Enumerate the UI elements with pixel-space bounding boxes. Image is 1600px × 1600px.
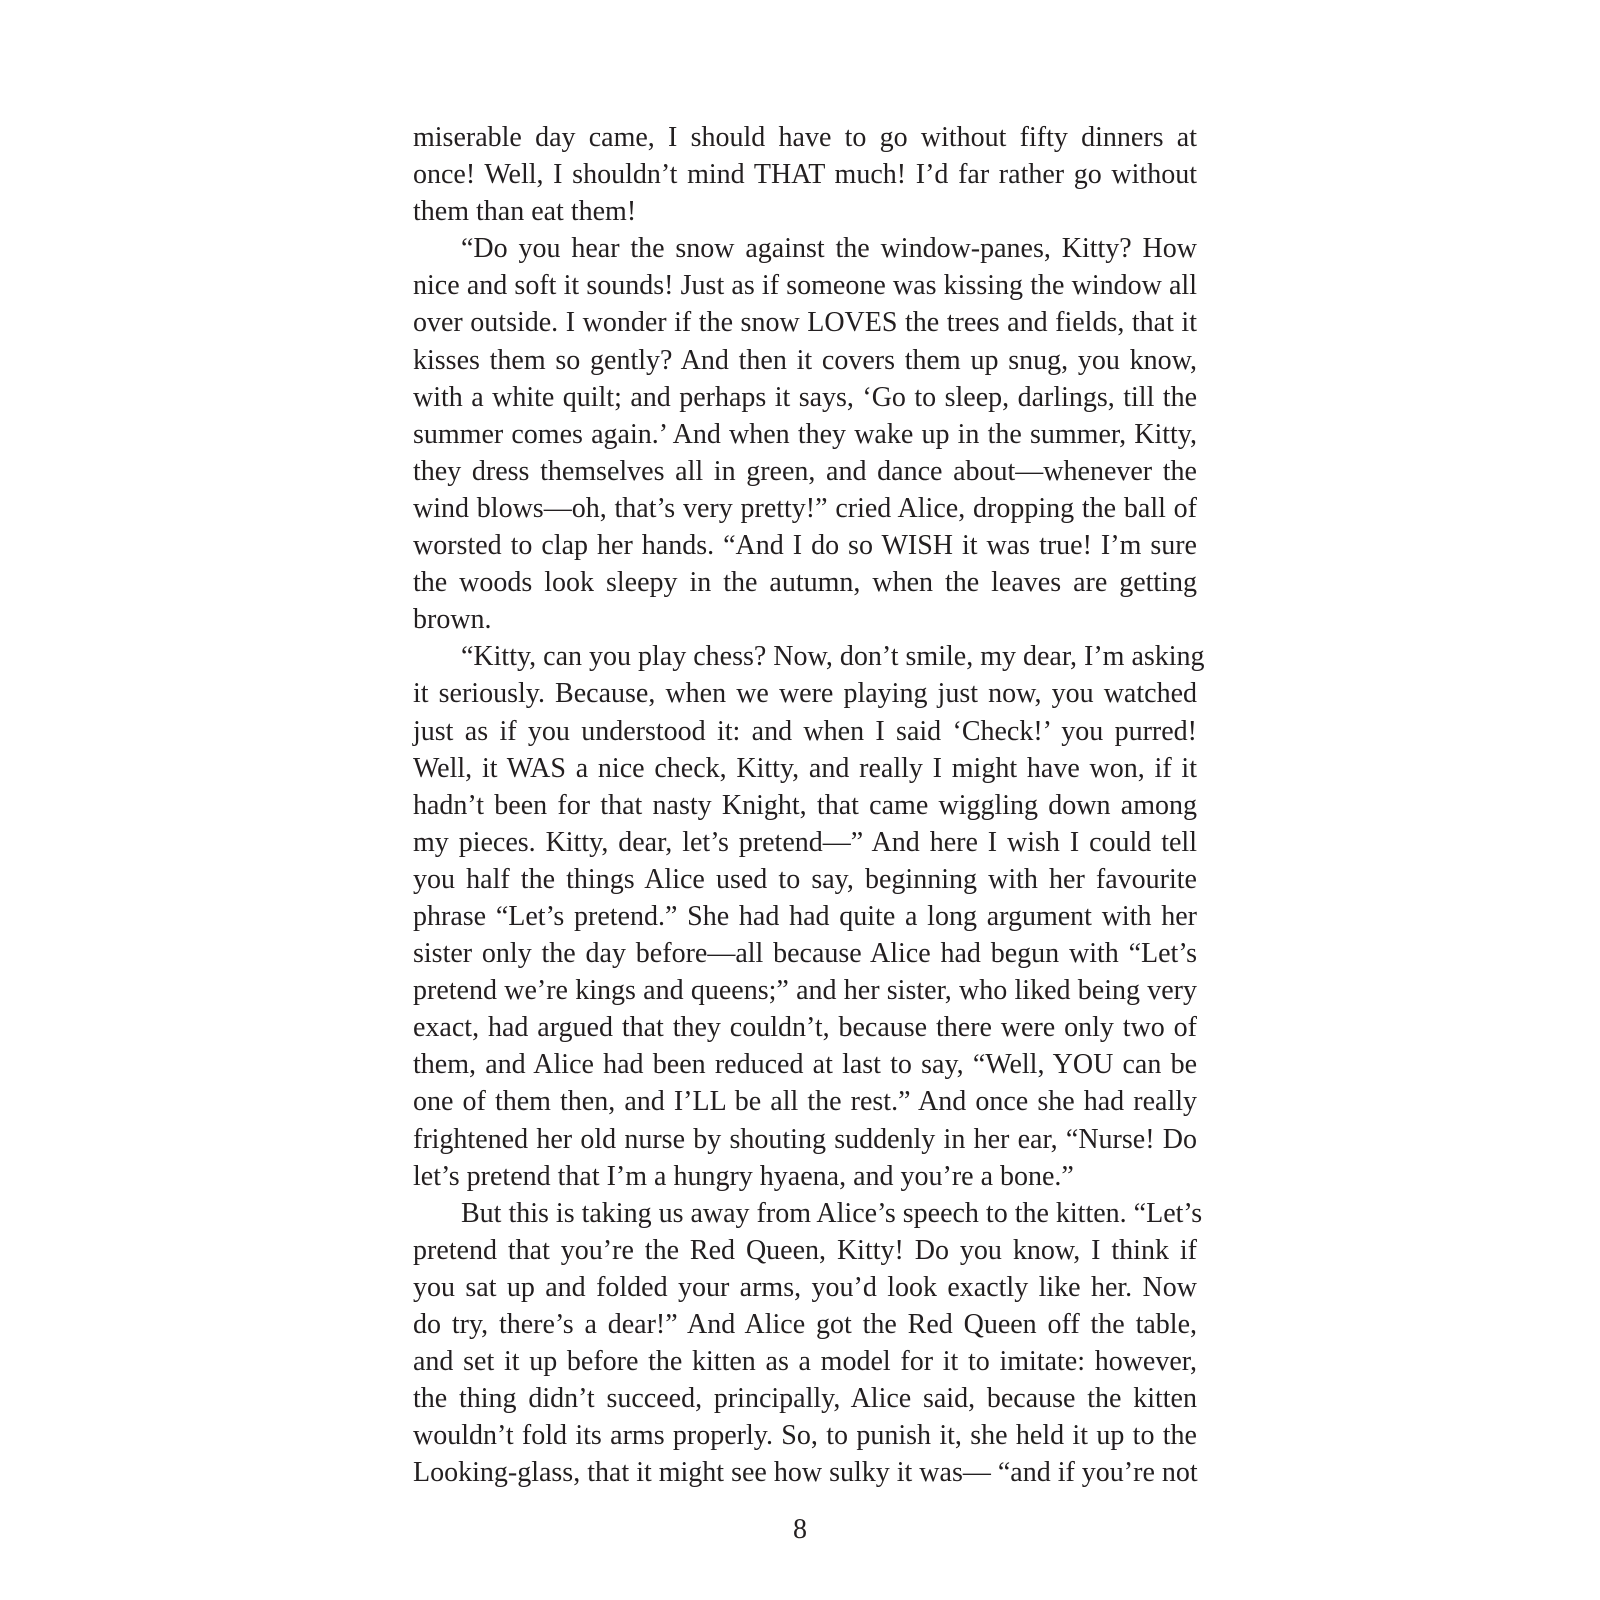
- text-line: phrase “Let’s pretend.” She had had quite a long argument with her: [413, 900, 1197, 932]
- text-line: But this is taking us away from Alice’s speech to the kitten. “Let’s: [461, 1197, 1203, 1229]
- text-line: pretend we’re kings and queens;” and her sister, who liked being very: [413, 975, 1197, 1007]
- text-line: sister only the day before—all because Alice had begun with “Let’s: [413, 938, 1197, 970]
- page-number: 8: [793, 1514, 807, 1545]
- text-line: Well, it WAS a nice check, Kitty, and really I might have won, if it: [413, 752, 1197, 784]
- text-line: them, and Alice had been reduced at last to say, “Well, YOU can be: [413, 1049, 1197, 1081]
- text-line: do try, there’s a dear!” And Alice got the Red Queen off the table,: [413, 1309, 1197, 1340]
- text-line: miserable day came, I should have to go without fifty dinners at: [413, 122, 1197, 153]
- text-line: summer comes again.’ And when they wake up in the summer, Kitty,: [413, 418, 1197, 450]
- paragraph: [413, 638, 1205, 1194]
- paragraph: [413, 230, 1197, 638]
- text-line: you half the things Alice used to say, beginning with her favourite: [413, 863, 1197, 895]
- text-line: and set it up before the kitten as a model for it to imitate: however,: [413, 1346, 1197, 1378]
- text-line: they dress themselves all in green, and dance about—whenever the: [413, 455, 1197, 487]
- text-line: Looking-glass, that it might see how sulky it was— “and if you’re not: [413, 1457, 1198, 1489]
- text-line: you sat up and folded your arms, you’d look exactly like her. Now: [413, 1271, 1197, 1303]
- text-line: it seriously. Because, when we were playing just now, you watched: [413, 678, 1197, 710]
- text-line: one of them then, and I’LL be all the rest.” And once she had really: [413, 1086, 1197, 1118]
- text-line: over outside. I wonder if the snow LOVES the trees and fields, that it: [413, 307, 1197, 339]
- text-line: once! Well, I shouldn’t mind THAT much! I’d far rather go without: [413, 159, 1197, 191]
- text-line: my pieces. Kitty, dear, let’s pretend—” And here I wish I could tell: [413, 826, 1197, 858]
- text-line: them than eat them!: [413, 196, 637, 228]
- text-line: wind blows—oh, that’s very pretty!” cried Alice, dropping the ball of: [413, 492, 1197, 524]
- text-line: let’s pretend that I’m a hungry hyaena, and you’re a bone.”: [413, 1160, 1074, 1192]
- text-line: frightened her old nurse by shouting suddenly in her ear, “Nurse! Do: [413, 1123, 1197, 1155]
- text-line: pretend that you’re the Red Queen, Kitty! Do you know, I think if: [413, 1234, 1197, 1266]
- body-text: [413, 119, 1205, 1491]
- text-line: just as if you understood it: and when I said ‘Check!’ you purred!: [413, 715, 1197, 747]
- text-line: kisses them so gently? And then it covers them up snug, you know,: [413, 344, 1197, 376]
- text-line: exact, had argued that they couldn’t, because there were only two of: [413, 1012, 1197, 1044]
- text-line: wouldn’t fold its arms properly. So, to punish it, she held it up to the: [413, 1420, 1197, 1452]
- text-line: “Do you hear the snow against the window-panes, Kitty? How: [461, 233, 1197, 265]
- text-line: worsted to clap her hands. “And I do so WISH it was true! I’m sure: [413, 530, 1197, 562]
- text-line: nice and soft it sounds! Just as if someone was kissing the window all: [413, 270, 1197, 302]
- text-line: hadn’t been for that nasty Knight, that came wiggling down among: [413, 789, 1197, 821]
- text-line: the thing didn’t succeed, principally, Alice said, because the kitten: [413, 1383, 1197, 1415]
- text-line: with a white quilt; and perhaps it says, ‘Go to sleep, darlings, till the: [413, 381, 1197, 413]
- text-line: the woods look sleepy in the autumn, when the leaves are getting: [413, 567, 1197, 599]
- paragraph: [413, 119, 1197, 230]
- text-line: brown.: [413, 604, 492, 636]
- text-line: “Kitty, can you play chess? Now, don’t smile, my dear, I’m asking: [461, 641, 1205, 673]
- paragraph: [413, 1195, 1203, 1492]
